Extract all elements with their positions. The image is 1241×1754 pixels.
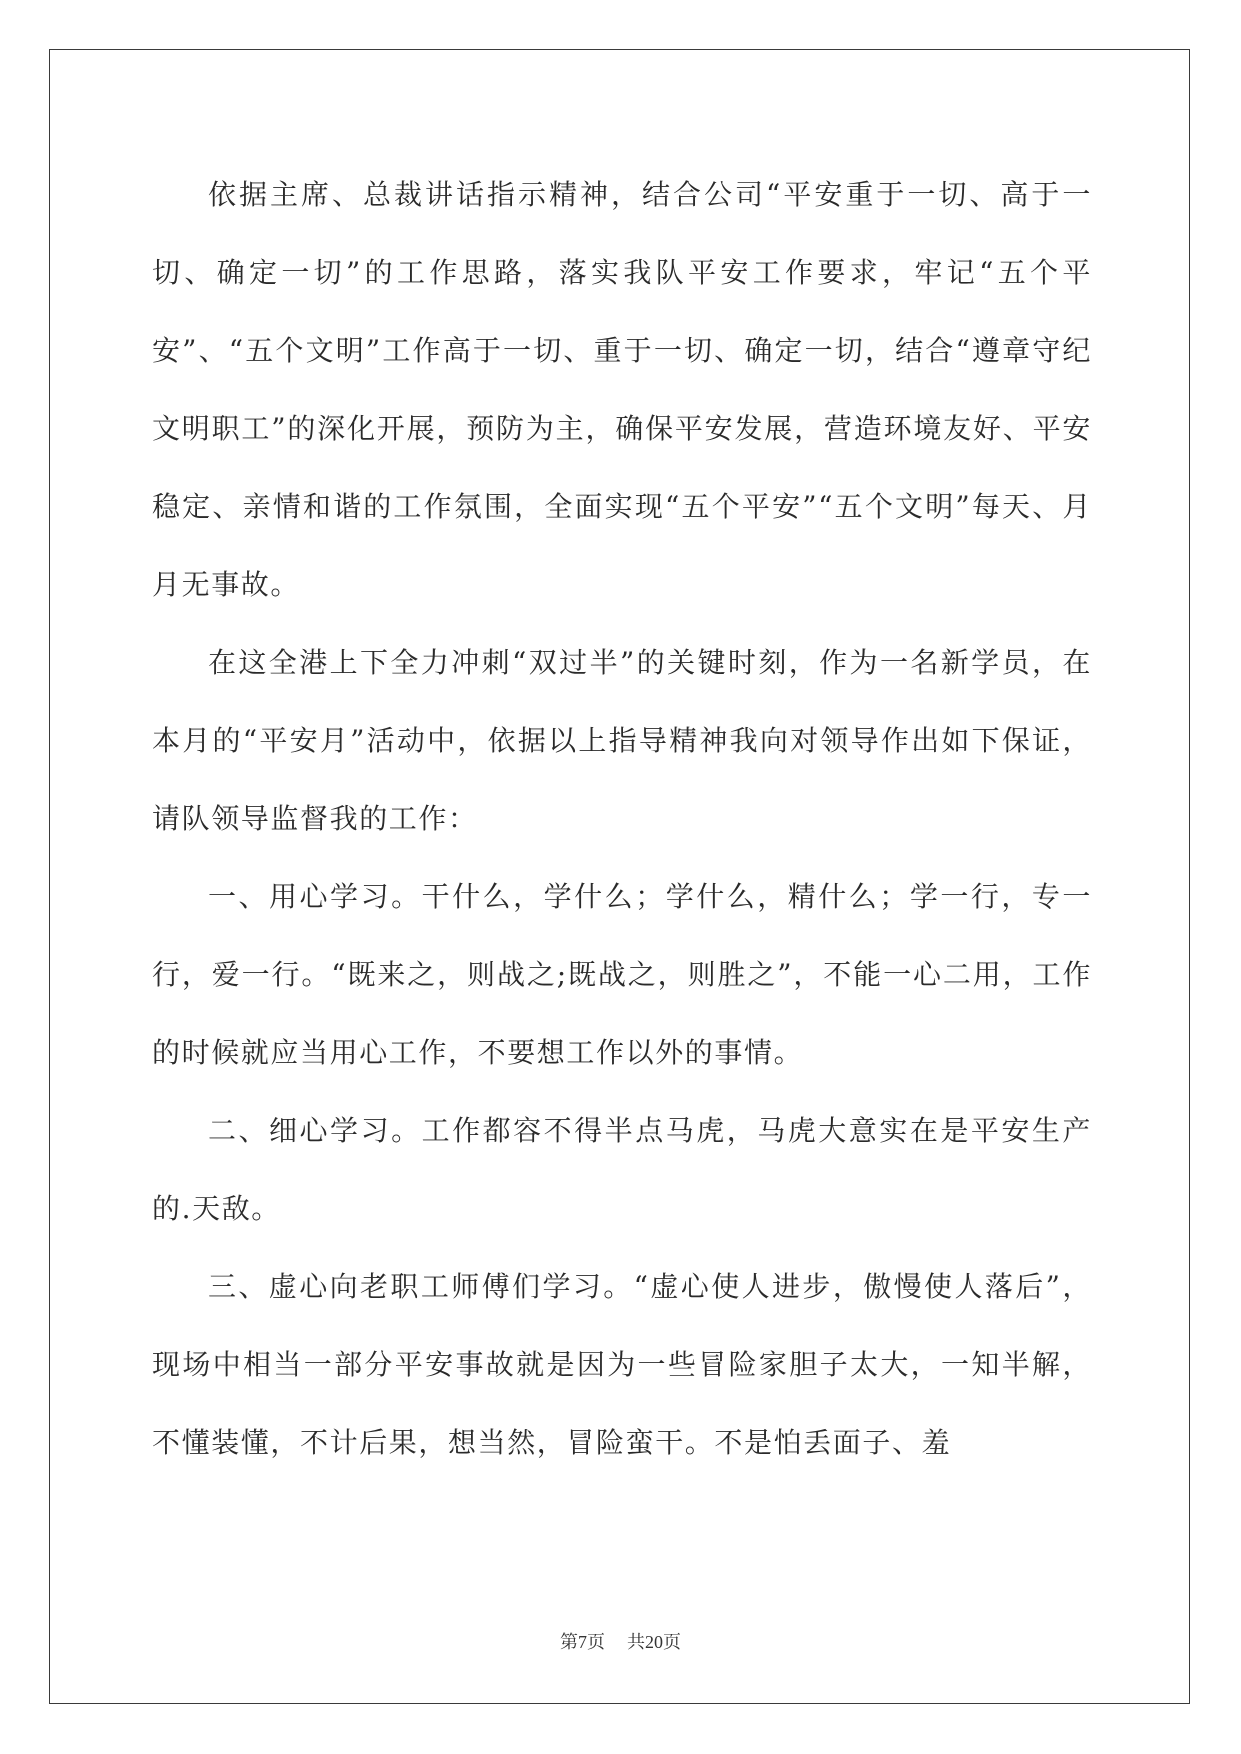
paragraph-2: 在这全港上下全力冲刺“双过半”的关键时刻，作为一名新学员，在本月的“平安月”活动中，依据以上指导精神我向对领导作出如下保证，请队领导监督我的工作： — [152, 646, 1092, 835]
page-footer — [0, 1628, 1241, 1654]
page-number-current: 第7页 — [560, 1632, 605, 1652]
paragraph-1: 依据主席、总裁讲话指示精神，结合公司“平安重于一切、高于一切、确定一切”的工作思路，落实我队平安工作要求，牢记“五个平安”、“五个文明”工作高于一切、重于一切、确定一切，结合“遵章守纪文明职工”的深化开展，预防为主，确保平安发展，营造环境友好、平安稳定、亲情和谐的工作氛围，全面实现“五个平安”“五个文明”每天、月月无事故。 — [152, 178, 1092, 601]
paragraph-5: 三、虚心向老职工师傅们学习。“虚心使人进步，傲慢使人落后”，现场中相当一部分平安事故就是因为一些冒险家胆子太大，一知半解，不懂装懂，不计后果，想当然，冒险蛮干。不是怕丢面子、羞 — [152, 1270, 1092, 1459]
document-body — [152, 156, 1092, 1482]
paragraph-4: 二、细心学习。工作都容不得半点马虎，马虎大意实在是平安生产的.天敌。 — [152, 1114, 1092, 1225]
page-number-total: 共20页 — [627, 1632, 681, 1652]
paragraph-3: 一、用心学习。干什么，学什么；学什么，精什么；学一行，专一行，爱一行。“既来之，则战之;既战之，则胜之”，不能一心二用，工作的时候就应当用心工作，不要想工作以外的事情。 — [152, 880, 1092, 1069]
